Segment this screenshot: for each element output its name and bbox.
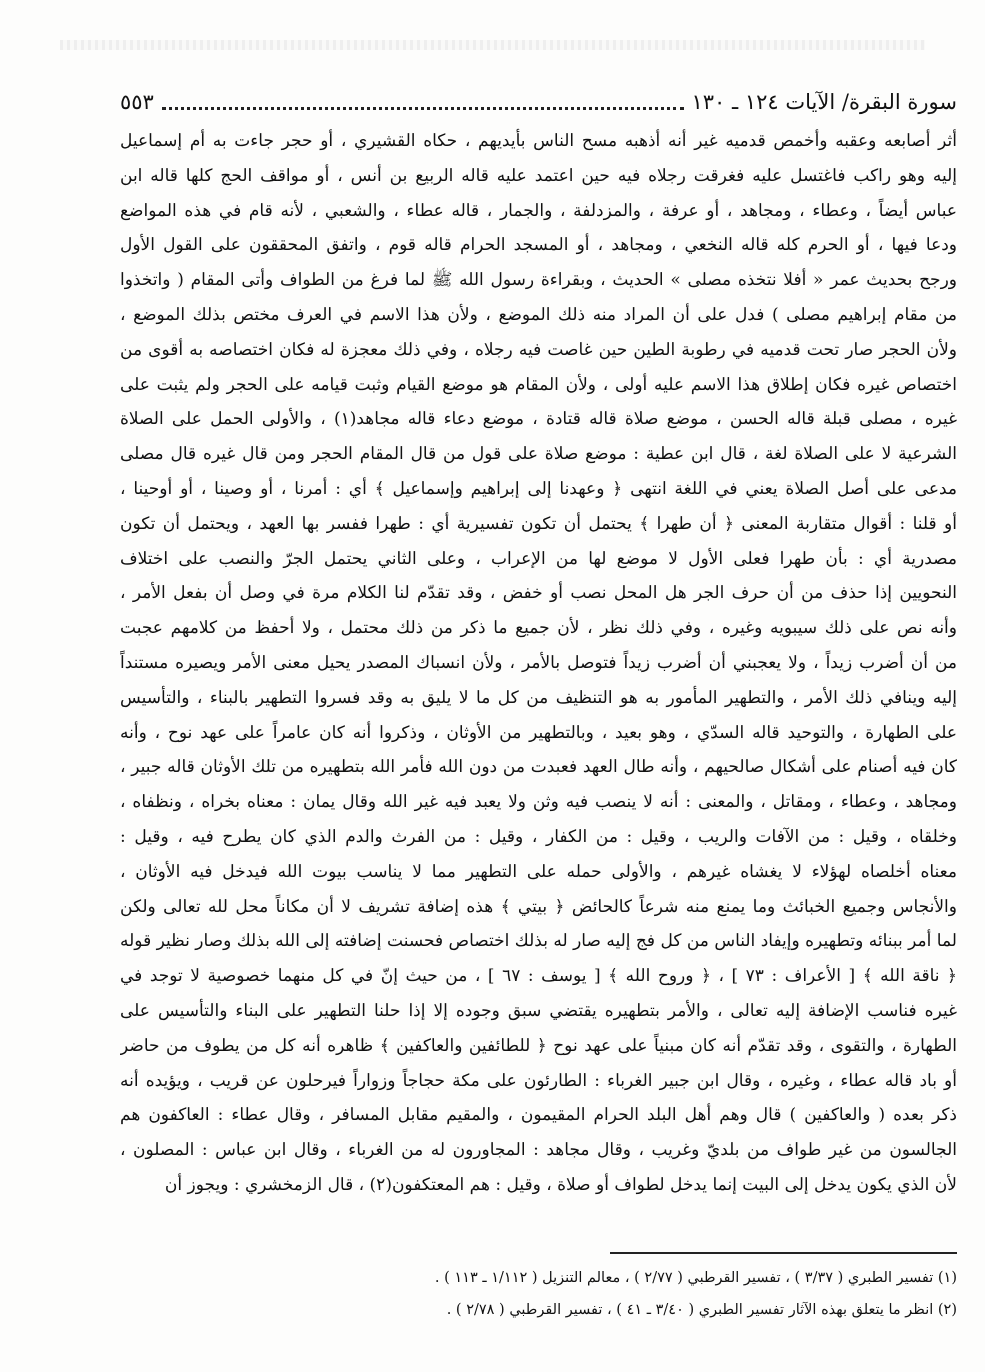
text-line: أو باد قاله عطاء ، وغيره ، وقال ابن جبير الغرباء : الطارئون على مكة حجاجاً وزواراً فيرحلون عن قريب ، ويؤيده أنه bbox=[120, 1070, 957, 1091]
text-line: غيره فناسب الإضافة إليه تعالى ، والأمر بتطهيره يقتضي سبق وجوده إلا إذا حلنا التطهير على البناء والتأسيس على bbox=[120, 1000, 957, 1021]
running-header bbox=[120, 82, 957, 122]
footnote-2: (٢) انظر ما يتعلق بهذه الآثار تفسير الطبري ( ٣/٤٠ ـ ٤١ ) ، تفسير القرطبي ( ٢/٧٨ ) . bbox=[446, 1302, 957, 1318]
text-line: أثر أصابعه وعقبه وأخمص قدميه غير أنه أذهبه مسح الناس بأيديهم ، حكاه القشيري ، أو حجر جاءت به أم إسماعيل bbox=[120, 131, 957, 151]
text-line: اختصاص غيره فكان إطلاق هذا الاسم عليه أولى ، ولأن المقام هو موضع القيام وثبت قيامه على الحجر ولم يثبت على bbox=[120, 374, 957, 395]
footnote-divider bbox=[610, 1252, 957, 1254]
text-line: من أن أضرب زيداً ، ولا يعجبني أن أضرب زيداً فتوصل بالأمر ، ولأن انسباك المصدر يحيل معنى الأمر ويصيره مستنداً bbox=[120, 652, 957, 673]
text-line: مصدرية أي : بأن طهرا فعلى الأول لا موضع لها من الإعراب ، وعلى الثاني يحتمل الجرّ والنصب على اختلاف bbox=[120, 548, 957, 569]
footnotes bbox=[120, 1262, 957, 1326]
text-line: أو قلنا : أقوال متقاربة المعنى ﴿ أن طهرا ﴾ يحتمل أن تكون تفسيرية أي : طهرا ففسر بها العهد ، ويحتمل أن تكون bbox=[120, 513, 957, 534]
text-line: ذكر بعده ( والعاكفين ) قال وهم أهل البلد الحرام المقيمون ، والمقيم مقابل المسافر ، وقال عطاء : العاكفون هم bbox=[120, 1105, 957, 1126]
scan-artifact bbox=[60, 40, 925, 50]
text-line: ورجح بحديث عمر « أفلا نتخذه مصلى » الحديث ، وبقراءة رسول الله ﷺ لما فرغ من الطواف وأتى المقام ( واتخذوا bbox=[120, 270, 957, 291]
text-line: عباس أيضاً ، وعطاء ، ومجاهد ، أو عرفة ، والمزدلفة ، والجمار ، قاله عطاء ، والشعبي ، لأنه قام في هذه المواضع bbox=[120, 200, 957, 221]
text-line: مدعى على أصل الصلاة يعني في اللغة انتهى ﴿ وعهدنا إلى إبراهيم وإسماعيل ﴾ أي : أمرنا ، أو وصينا ، أو أوحينا ، bbox=[120, 478, 957, 499]
text-line: ﴿ ناقة الله ﴾ [ الأعراف : ٧٣ ] ، ﴿ وروح الله ﴾ [ يوسف : ٦٧ ] ، من حيث إنّ في كل منهما خصوصية لا توجد في bbox=[120, 966, 957, 987]
main-text bbox=[120, 124, 957, 1203]
text-line: من مقام إبراهيم مصلى ) فدل على أن المراد منه ذلك الموضع ، ولأن هذا الاسم في العرف مختص بذلك الموضع ، bbox=[120, 304, 957, 325]
text-line: والأنجاس وجميع الخبائث وما يمنع منه شرعاً كالحائض ﴿ بيتي ﴾ هذه إضافة تشريف لا أن مكاناً محل لله تعالى ولكن bbox=[120, 896, 957, 917]
text-line: وأنه نص على ذلك سيبويه وغيره ، وفي ذلك نظر ، لأن جميع ما ذكر من ذلك محتمل ، ولا أحفظ من كلامهم عجبت bbox=[120, 618, 957, 639]
text-line: إليه وهو راكب فاغتسل عليه فغرقت رجلاه فيه حين اعتمد عليه قاله الربيع بن أنس ، أو مواقف الحج كلها قاله ابن bbox=[120, 165, 957, 186]
text-line: الجالسون من غير طواف من بلديّ وغريب ، وقال مجاهد : المجاورون له من الغرباء ، وقال ابن عباس : المصلون ، bbox=[120, 1140, 957, 1161]
text-line: كان فيه أصنام على أشكال صالحيهم ، وأنه طال العهد فعبدت من دون الله فأمر الله بتطهيره من تلك الأوثان قاله جبير ، bbox=[120, 757, 957, 778]
text-line: وخلقاه ، وقيل : من الآفات والريب ، وقيل : من الكفار ، وقيل : من الفرث والدم الذي كان يطرح فيه ، وقيل : bbox=[120, 826, 957, 847]
page-number: ٥٥٣ bbox=[120, 90, 154, 114]
text-line: لأن الذي يكون يدخل إلى البيت إنما يدخل لطواف أو صلاة ، وقيل : هم المعتكفون(٢) ، قال الزمخشري : ويجوز أن bbox=[164, 1174, 957, 1195]
header-title: سورة البقرة/ الآيات ١٢٤ ـ ١٣٠ bbox=[691, 90, 957, 114]
text-line: ومجاهد ، وعطاء ، ومقاتل ، والمعنى : أنه لا ينصب فيه وثن ولا يعبد فيه غير الله وقال يمان : معناه بخراه ، ونظفاه ، bbox=[120, 792, 957, 813]
text-line: ولأن الحجر صار تحت قدميه في رطوبة الطين حين غاصت فيه رجلاه ، وفي ذلك معجزة له فكان اختصاصه به أقوى من bbox=[120, 339, 957, 360]
text-line: على الطهارة ، والتوحيد قاله السدّي ، وهو بعيد ، وبالتطهير من الأوثان ، وذكروا أنه كان عامراً على عهد نوح ، وأنه bbox=[120, 722, 957, 743]
text-line: لما أمر ببنائه وتطهيره وإيفاد الناس من كل فج إليه صار له بذلك اختصاص فحسنت إضافته إلى الله بذلك وصار نظير قوله bbox=[120, 931, 957, 952]
text-line: الطهارة ، والتقوى ، وقد تقدّم أنه كان مبنياً على عهد نوح ﴿ للطائفين والعاكفين ﴾ ظاهره أنه كل من يطوف من حاضر bbox=[120, 1035, 957, 1056]
footnote-1: (١) تفسير الطبري ( ٣/٣٧ ) ، تفسير القرطبي ( ٢/٧٧ ) ، معالم التنزيل ( ١/١١٢ ـ ١١٣ ) . bbox=[434, 1270, 957, 1286]
text-line: الشرعية لا على الصلاة لغة ، قال ابن عطية : موضع صلاة على قول من قال المقام الحجر ومن قال غيره قال مصلى bbox=[120, 444, 957, 465]
text-line: ودعا فيها ، أو الحرم كله قاله النخعي ، ومجاهد ، أو المسجد الحرام قاله قوم ، واتفق المحققون على القول الأول bbox=[120, 235, 957, 256]
header-dot-leader bbox=[162, 107, 684, 110]
text-line: إليه وينافي ذلك الأمر ، والتطهير المأمور به هو التنظيف من كل ما لا يليق به وقد فسروا التطهير بالبناء ، والتأسيس bbox=[120, 687, 957, 708]
text-line: معناه أخلصاه لهؤلاء لا يغشاه غيرهم ، والأولى حمله على التطهير مما لا يناسب بيوت الله فيدخل فيه الأوثان ، bbox=[120, 861, 957, 882]
text-line: غيره ، مصلى قبلة قاله الحسن ، موضع صلاة قاله قتادة ، موضع دعاء قاله مجاهد(١) ، والأولى الحمل على الصلاة bbox=[120, 409, 957, 430]
text-line: النحويين إذا حذف من أن حرف الجر هل المحل نصب أو خفض ، وقد تقدّم لنا الكلام مرة في وصل أن بفعل الأمر ، bbox=[120, 583, 957, 604]
